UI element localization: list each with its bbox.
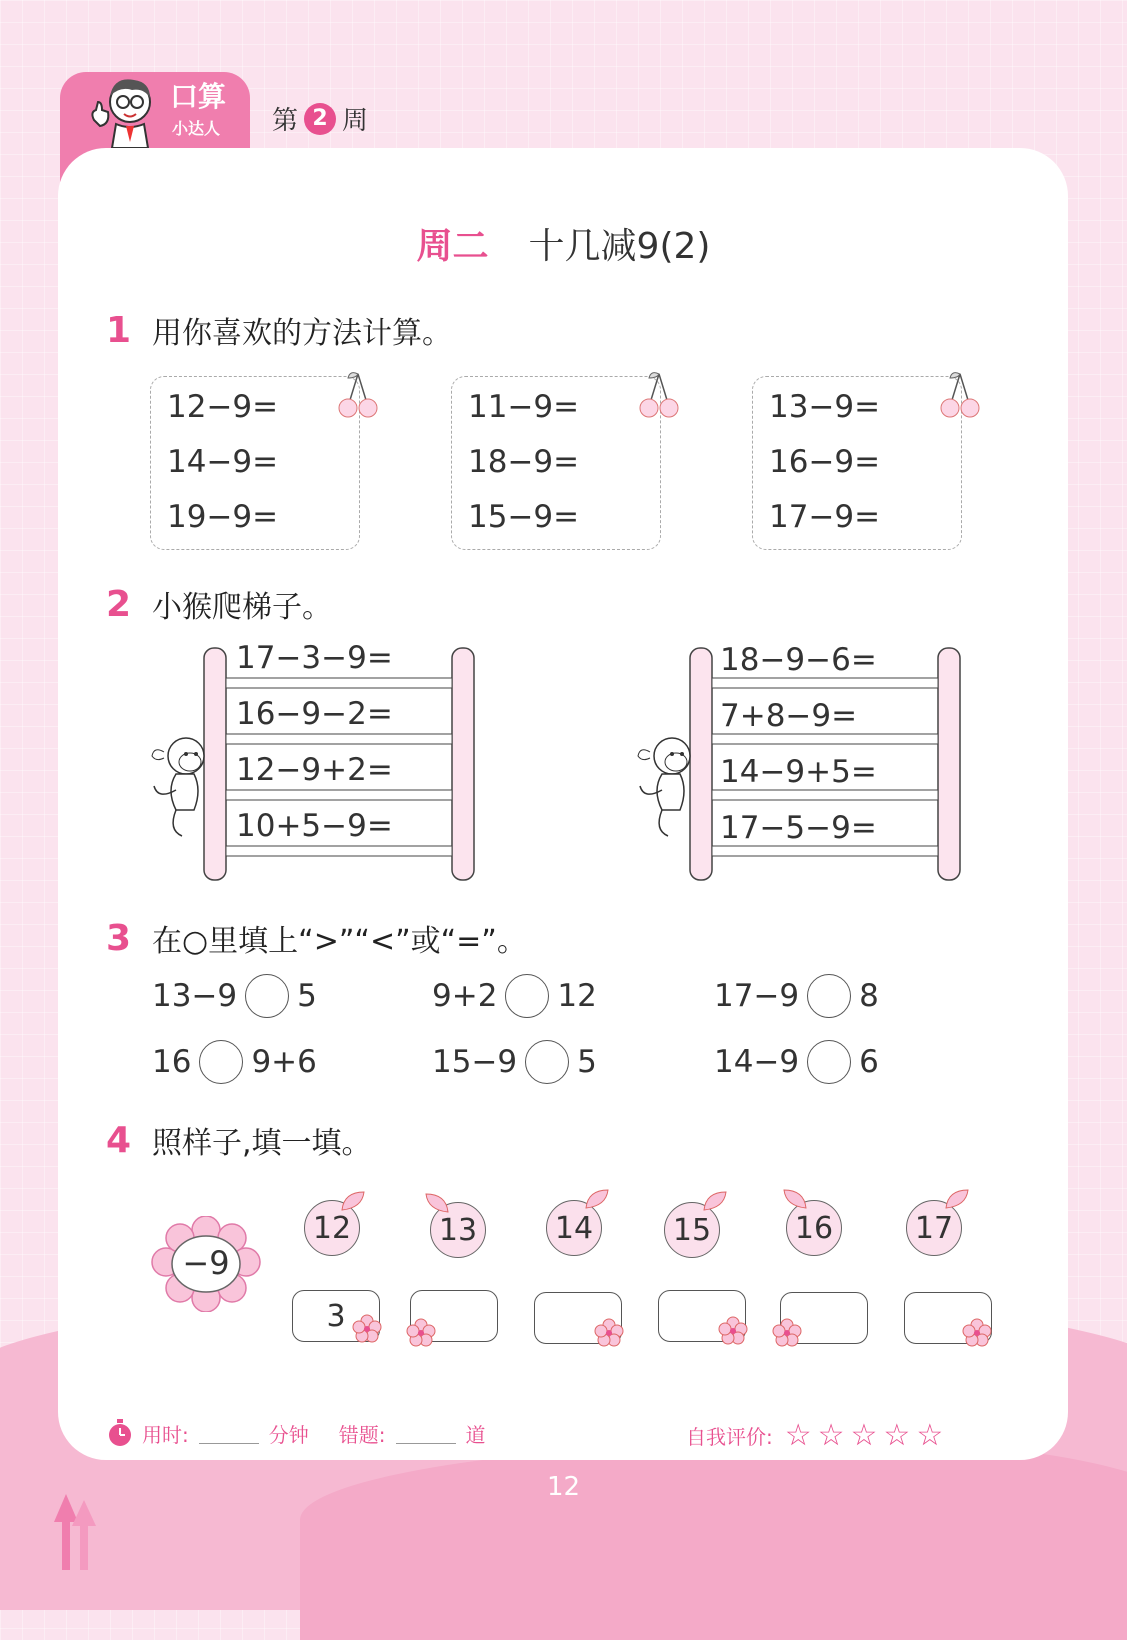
- question-number: 1: [106, 309, 132, 351]
- page-number: 12: [546, 1472, 581, 1502]
- leaf-icon: [584, 1188, 610, 1210]
- answer-circle[interactable]: [505, 974, 549, 1018]
- comparison-item: [152, 1040, 317, 1084]
- compare-right: 5: [577, 1044, 597, 1080]
- answer-circle[interactable]: [807, 974, 851, 1018]
- input-number-bubble: 17: [906, 1200, 962, 1256]
- equation-box-3: [752, 376, 962, 550]
- question-4-heading: [106, 1118, 372, 1162]
- stopwatch-icon: [106, 1418, 134, 1448]
- question-number: 3: [106, 917, 132, 959]
- errors-unit: 道: [465, 1422, 486, 1447]
- comparison-item: [432, 974, 597, 1018]
- operator-label: −9: [182, 1244, 230, 1282]
- background-wave-2: [300, 1440, 1127, 1640]
- equation-box-1: [150, 376, 360, 550]
- leaf-icon: [424, 1192, 450, 1214]
- week-label: [272, 100, 368, 137]
- monkey-icon: [632, 730, 702, 838]
- compare-left: 13−9: [152, 978, 238, 1014]
- ladder-equation: 14−9+5=: [720, 754, 877, 790]
- question-3-heading: [106, 916, 527, 960]
- ladder-equation: 16−9−2=: [236, 696, 393, 732]
- page-title: [0, 218, 1127, 269]
- compare-right: 8: [859, 978, 879, 1014]
- brand-subtitle: 小达人: [172, 119, 221, 138]
- compare-right: 12: [557, 978, 597, 1014]
- errors-blank[interactable]: [396, 1423, 456, 1444]
- answer-box-example: 3: [292, 1290, 380, 1342]
- week-prefix: 第: [272, 106, 299, 136]
- cherry-icon: [637, 370, 681, 420]
- equation: 15−9=: [468, 499, 580, 535]
- equation: 18−9=: [468, 444, 580, 480]
- time-blank[interactable]: [199, 1423, 259, 1444]
- self-eval-label: 自我评价:: [686, 1425, 773, 1449]
- boy-thumbs-up-icon: [84, 72, 164, 148]
- question-text: 照样子,填一填。: [152, 1126, 372, 1161]
- ladder-equation: 10+5−9=: [236, 808, 393, 844]
- equation: 19−9=: [167, 499, 279, 535]
- leaf-icon: [340, 1190, 366, 1212]
- ladder-equation: 17−3−9=: [236, 640, 393, 676]
- cherry-icon: [336, 370, 380, 420]
- answer-circle[interactable]: [525, 1040, 569, 1084]
- small-flower-icon: [406, 1318, 436, 1348]
- question-number: 4: [106, 1119, 132, 1161]
- leaf-icon: [944, 1188, 970, 1210]
- small-flower-icon: [962, 1318, 992, 1348]
- time-unit: 分钟: [268, 1422, 309, 1447]
- equation: 11−9=: [468, 389, 580, 425]
- week-number: 2: [304, 103, 336, 135]
- small-flower-icon: [718, 1316, 748, 1346]
- input-number-bubble: 13: [430, 1202, 486, 1258]
- footer-self-evaluation: [686, 1418, 949, 1453]
- title-topic: 十几减9(2): [528, 226, 711, 267]
- input-number-bubble: 14: [546, 1200, 602, 1256]
- equation: 17−9=: [769, 499, 881, 535]
- cherry-icon: [938, 370, 982, 420]
- equation: 16−9=: [769, 444, 881, 480]
- brand-title: 口算: [170, 80, 227, 113]
- small-flower-icon: [594, 1318, 624, 1348]
- week-suffix: 周: [342, 106, 369, 136]
- compare-left: 9+2: [432, 978, 498, 1014]
- compare-left: 16: [152, 1044, 192, 1080]
- equation: 12−9=: [167, 389, 279, 425]
- star-rating[interactable]: ☆☆☆☆☆: [784, 1418, 950, 1453]
- compare-right: 5: [297, 978, 317, 1014]
- monkey-icon: [146, 730, 216, 838]
- question-text: 用你喜欢的方法计算。: [152, 316, 452, 351]
- question-number: 2: [106, 583, 132, 625]
- footer-timer: [106, 1418, 486, 1448]
- comparison-item: [714, 974, 879, 1018]
- comparison-item: [714, 1040, 879, 1084]
- time-label: 用时:: [142, 1422, 189, 1447]
- arrow-decoration-icon: [52, 1494, 102, 1570]
- ladder-equation: 12−9+2=: [236, 752, 393, 788]
- input-number-bubble: 16: [786, 1200, 842, 1256]
- errors-label: 错题:: [338, 1422, 386, 1447]
- compare-left: 15−9: [432, 1044, 518, 1080]
- answer-circle[interactable]: [807, 1040, 851, 1084]
- equation: 13−9=: [769, 389, 881, 425]
- comparison-item: [432, 1040, 597, 1084]
- ladder-equation: 17−5−9=: [720, 810, 877, 846]
- small-flower-icon: [352, 1314, 382, 1344]
- question-text: 小猴爬梯子。: [152, 590, 332, 625]
- title-day: 周二: [416, 226, 489, 267]
- answer-circle[interactable]: [199, 1040, 243, 1084]
- question-2-heading: [106, 582, 332, 626]
- answer-circle[interactable]: [245, 974, 289, 1018]
- comparison-item: [152, 974, 317, 1018]
- question-1-heading: [106, 308, 452, 352]
- leaf-icon: [702, 1190, 728, 1212]
- leaf-icon: [782, 1188, 808, 1210]
- question-text: 在○里填上“>”“<”或“=”。: [152, 924, 527, 959]
- equation-box-2: [451, 376, 661, 550]
- compare-left: 17−9: [714, 978, 800, 1014]
- compare-right: 9+6: [251, 1044, 317, 1080]
- compare-right: 6: [859, 1044, 879, 1080]
- input-number-bubble: 15: [664, 1202, 720, 1258]
- input-number-bubble: 12: [304, 1200, 360, 1256]
- compare-left: 14−9: [714, 1044, 800, 1080]
- ladder-equation: 7+8−9=: [720, 698, 858, 734]
- small-flower-icon: [772, 1318, 802, 1348]
- ladder-equation: 18−9−6=: [720, 642, 877, 678]
- equation: 14−9=: [167, 444, 279, 480]
